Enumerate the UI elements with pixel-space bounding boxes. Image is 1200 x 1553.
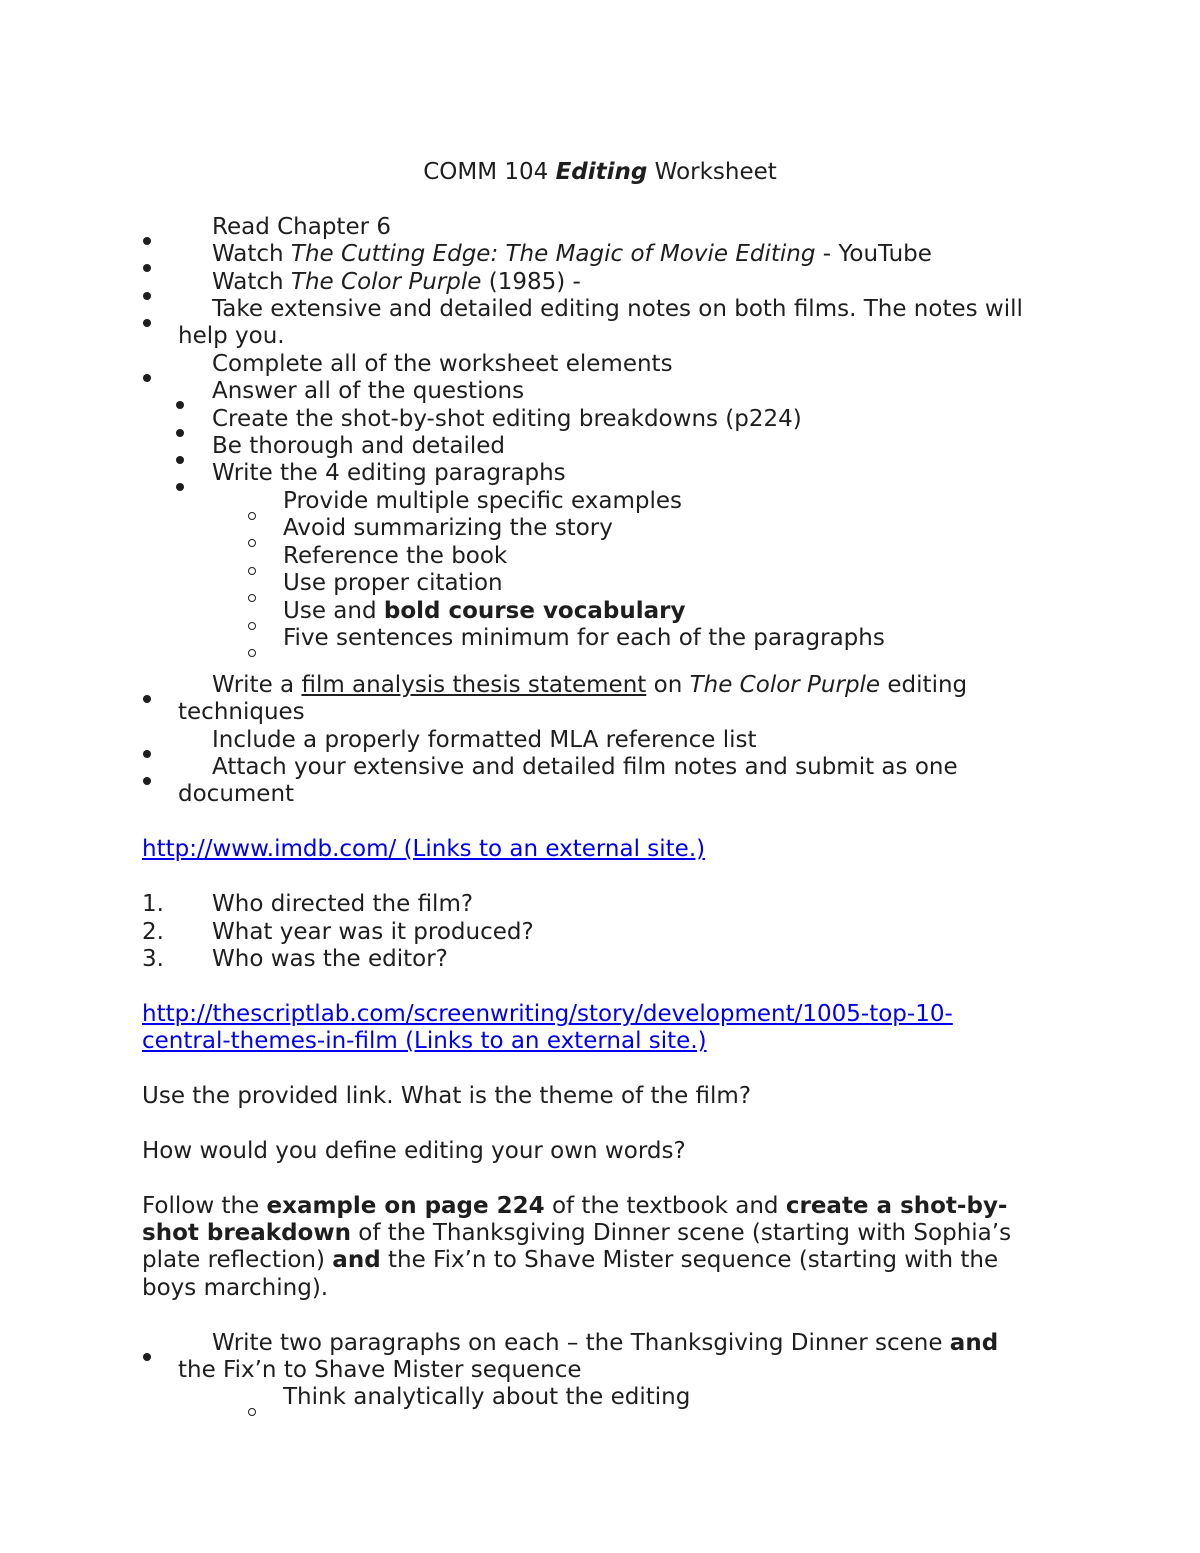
instructions-line: Follow the example on page 224 of the textbook and create a shot-by- (142, 1193, 1008, 1219)
bullet-icon (176, 483, 184, 491)
bullet-icon (176, 456, 184, 464)
list-item: Create the shot-by-shot editing breakdowns (p224) (212, 406, 802, 432)
list-item: Write a film analysis thesis statement on The Color Purple editing (212, 672, 968, 698)
list-item: Avoid summarizing the story (283, 515, 613, 541)
list-item: Answer all of the questions (212, 378, 525, 404)
circle-bullet-icon (248, 622, 256, 630)
question-number: 2. (142, 919, 164, 945)
circle-bullet-icon (248, 1408, 256, 1416)
bullet-icon (143, 292, 151, 300)
list-item: Watch The Cutting Edge: The Magic of Movie Editing - YouTube (212, 241, 932, 267)
list-item: Complete all of the worksheet elements (212, 351, 673, 377)
circle-bullet-icon (248, 512, 256, 520)
theme-question: Use the provided link. What is the theme of the film? (142, 1083, 752, 1109)
bullet-icon (176, 401, 184, 409)
list-item: Include a properly formatted MLA reference list (212, 727, 757, 753)
define-question: How would you define editing your own words? (142, 1138, 686, 1164)
list-item: Be thorough and detailed (212, 433, 505, 459)
bullet-icon (143, 237, 151, 245)
bullet-icon (143, 264, 151, 272)
list-item: Read Chapter 6 (212, 214, 392, 240)
question-number: 1. (142, 891, 164, 917)
instructions-line: boys marching). (142, 1275, 329, 1301)
list-item: Five sentences minimum for each of the paragraphs (283, 625, 885, 651)
bullet-icon (143, 777, 151, 785)
list-item-continuation: help you. (178, 323, 285, 349)
list-item: Reference the book (283, 543, 508, 569)
list-item: Think analytically about the editing (283, 1384, 691, 1410)
circle-bullet-icon (248, 539, 256, 547)
question-text: Who was the editor? (212, 946, 448, 972)
circle-bullet-icon (248, 567, 256, 575)
bullet-icon (143, 695, 151, 703)
list-item: Write the 4 editing paragraphs (212, 460, 566, 486)
list-item-continuation: document (178, 781, 295, 807)
question-number: 3. (142, 946, 164, 972)
list-item-continuation: techniques (178, 699, 305, 725)
circle-bullet-icon (248, 649, 256, 657)
list-item: Use and bold course vocabulary (283, 598, 686, 624)
list-item-continuation: the Fix’n to Shave Mister sequence (178, 1357, 582, 1383)
bullet-icon (143, 750, 151, 758)
list-item: Attach your extensive and detailed film notes and submit as one (212, 754, 958, 780)
list-item: Use proper citation (283, 570, 503, 596)
bullet-icon (176, 429, 184, 437)
bullet-icon (143, 319, 151, 327)
list-item: Provide multiple specific examples (283, 488, 682, 514)
scriptlab-link-continuation[interactable]: central-themes-in-film (Links to an external site.) (142, 1028, 707, 1054)
bullet-icon (143, 374, 151, 382)
page-title: COMM 104 Editing Worksheet (423, 159, 777, 185)
list-item: Write two paragraphs on each – the Thanksgiving Dinner scene and (212, 1330, 999, 1356)
imdb-link[interactable]: http://www.imdb.com/ (Links to an external site.) (142, 836, 706, 862)
list-item: Watch The Color Purple (1985) - (212, 269, 581, 295)
scriptlab-link[interactable]: http://thescriptlab.com/screenwriting/story/development/1005-top-10- (142, 1001, 953, 1027)
instructions-line: shot breakdown of the Thanksgiving Dinner scene (starting with Sophia’s (142, 1220, 1012, 1246)
bullet-icon (143, 1353, 151, 1361)
instructions-line: plate reflection) and the Fix’n to Shave Mister sequence (starting with the (142, 1247, 999, 1273)
question-text: What year was it produced? (212, 919, 534, 945)
question-text: Who directed the film? (212, 891, 474, 917)
list-item: Take extensive and detailed editing notes on both films. The notes will (212, 296, 1023, 322)
circle-bullet-icon (248, 594, 256, 602)
